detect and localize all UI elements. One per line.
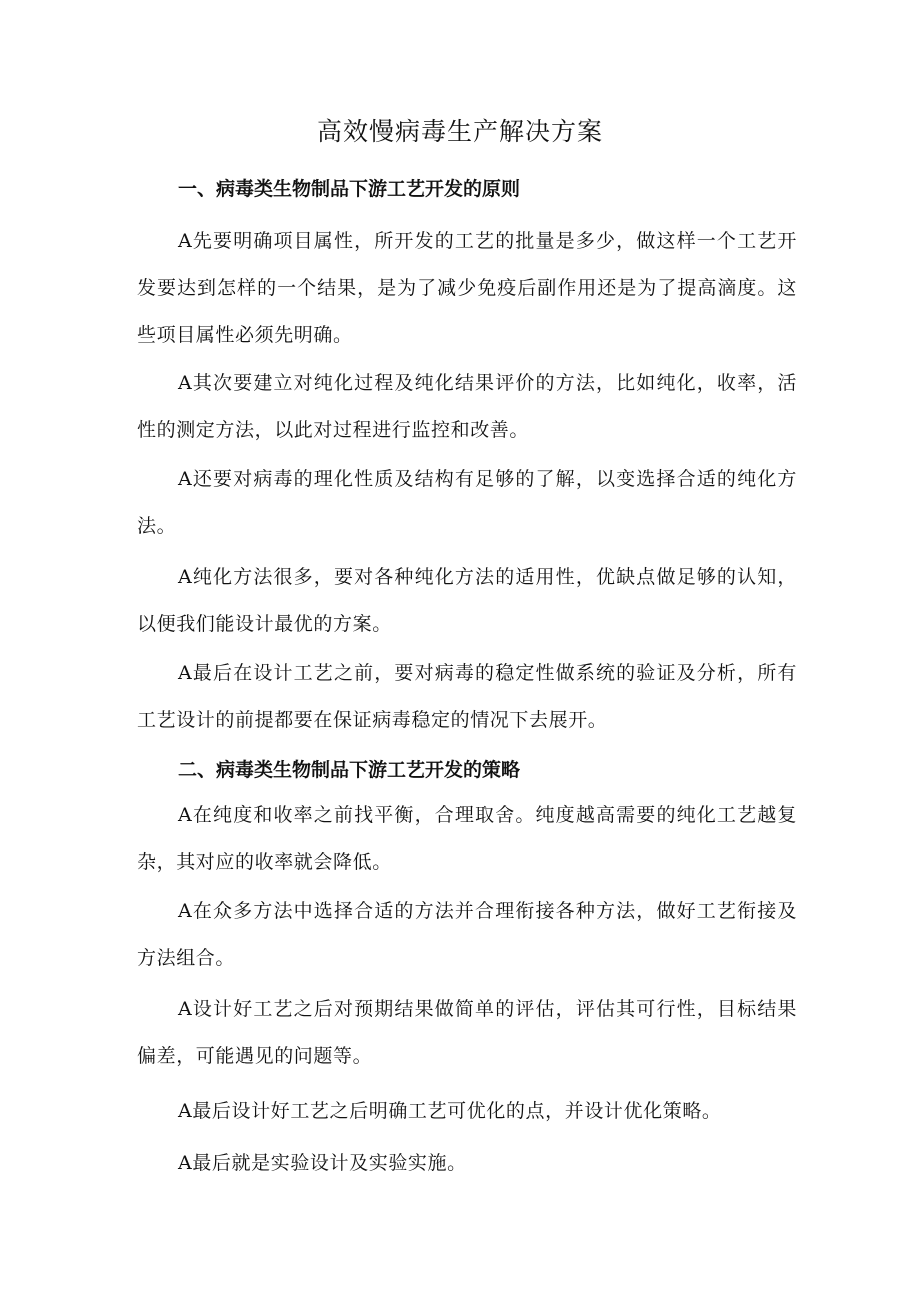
section-heading-1: 一、病毒类生物制品下游工艺开发的原则 [178, 178, 521, 200]
paragraph-2-1: A在纯度和收率之前找平衡，合理取舍。纯度越高需要的纯化工艺越复杂，其对应的收率就会降低。 [137, 804, 797, 873]
paragraph-1-5: A最后在设计工艺之前，要对病毒的稳定性做系统的验证及分析，所有工艺设计的前提都要在保证病毒稳定的情况下去展开。 [137, 662, 797, 731]
paragraph-2-5: A最后就是实验设计及实验实施。 [178, 1152, 467, 1174]
paragraph-1-1: A先要明确项目属性，所开发的工艺的批量是多少，做这样一个工艺开发要达到怎样的一个结果，是为了减少免疫后副作用还是为了提高滴度。这些项目属性必须先明确。 [137, 230, 797, 346]
paragraph-1-4: A纯化方法很多，要对各种纯化方法的适用性，优缺点做足够的认知，以便我们能设计最优的方案。 [137, 566, 797, 635]
paragraph-2-3: A设计好工艺之后对预期结果做简单的评估，评估其可行性，目标结果偏差，可能遇见的问题等。 [137, 998, 797, 1067]
paragraph-1-3: A还要对病毒的理化性质及结构有足够的了解，以变选择合适的纯化方法。 [137, 468, 797, 537]
section-heading-2: 二、病毒类生物制品下游工艺开发的策略 [178, 759, 521, 781]
paragraph-1-2: A其次要建立对纯化过程及纯化结果评价的方法，比如纯化，收率，活性的测定方法，以此对过程进行监控和改善。 [137, 372, 797, 441]
paragraph-2-4: A最后设计好工艺之后明确工艺可优化的点，并设计优化策略。 [178, 1100, 722, 1122]
paragraph-2-2: A在众多方法中选择合适的方法并合理衔接各种方法，做好工艺衔接及方法组合。 [137, 900, 797, 969]
document-title: 高效慢病毒生产解决方案 [316, 117, 603, 146]
